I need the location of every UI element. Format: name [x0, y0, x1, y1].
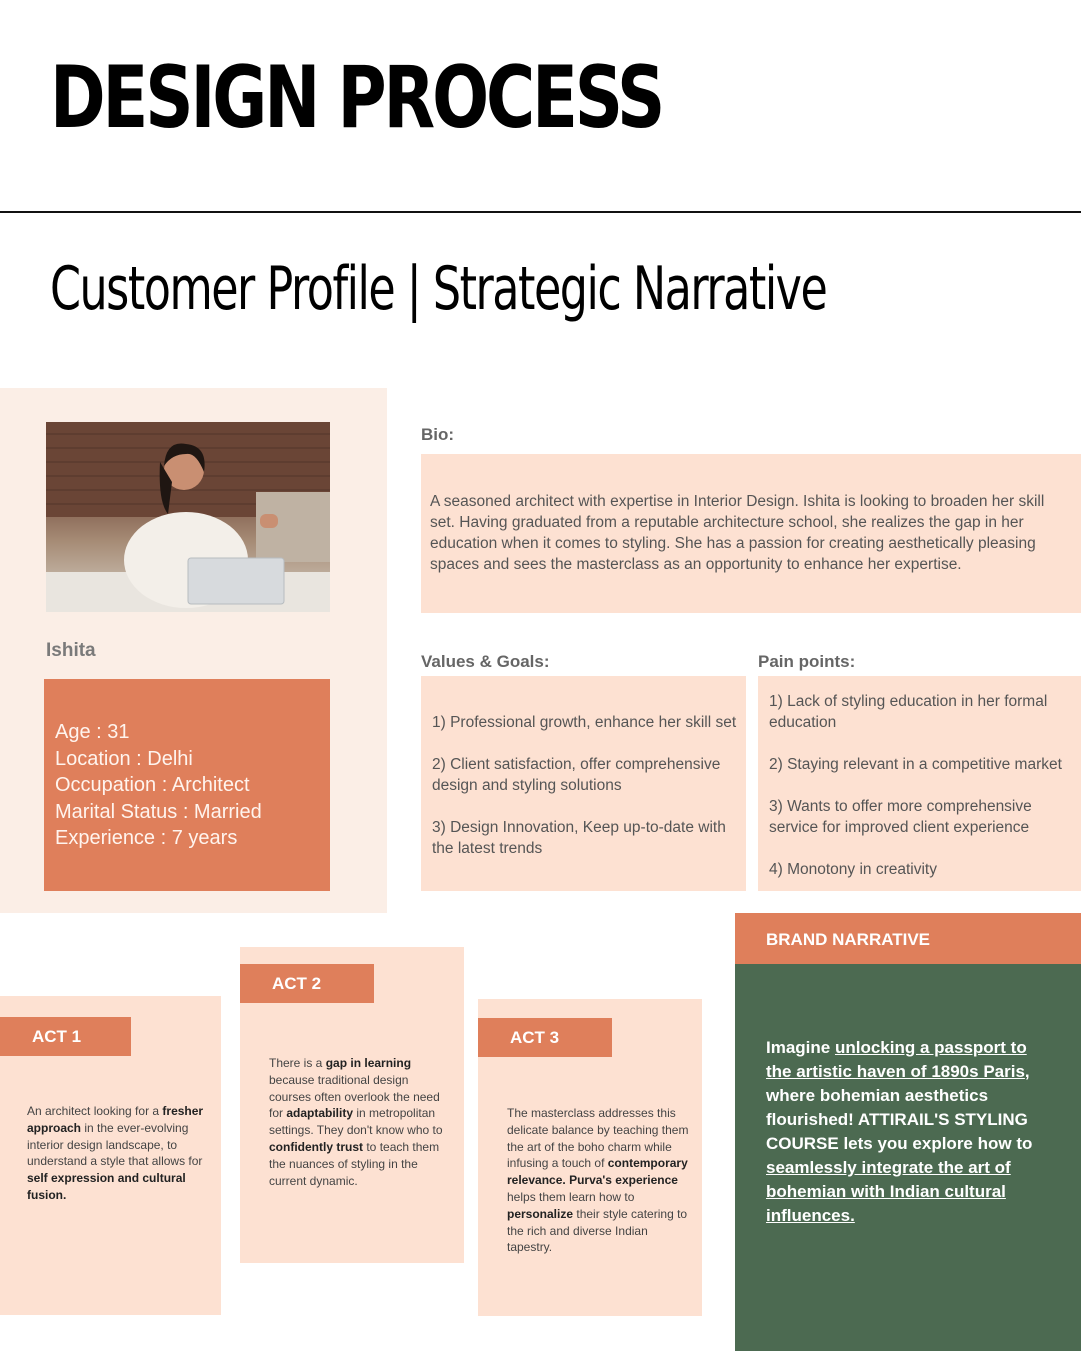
- act-1-label: ACT 1: [0, 1017, 131, 1056]
- bio-text: A seasoned architect with expertise in Interior Design. Ishita is looking to broaden her skill set. Having graduated from a reputable architecture school, she realizes the gap in her education when it comes to styling. She has a passion for creating aesthetically pleasing spaces and sees the masterclass as an opportunity to enhance her expertise.: [430, 493, 1045, 573]
- list-item: 1) Professional growth, enhance her skill set: [432, 714, 737, 731]
- list-item: 3) Wants to offer more comprehensive service for improved client experience: [769, 798, 1032, 836]
- body-text: Imagine: [766, 1038, 835, 1057]
- act-2-label: ACT 2: [240, 964, 374, 1003]
- brand-narrative-header: [735, 913, 1081, 964]
- body-text: in metropolitan settings. They don't know who to: [269, 1106, 443, 1138]
- emphasis-text: self expression and cultural fusion.: [27, 1171, 186, 1202]
- brand-narrative-title: BRAND NARRATIVE: [766, 930, 931, 949]
- persona-detail-marital-status: Marital Status : Married: [55, 800, 262, 823]
- body-text: An architect looking for a: [27, 1104, 163, 1118]
- values-goals-list: [432, 712, 738, 880]
- bio-label: Bio:: [421, 425, 455, 444]
- act-3-label: ACT 3: [478, 1018, 612, 1057]
- underlined-text: unlocking a passport to the artistic haven of 1890s Paris: [766, 1038, 1027, 1081]
- persona-details-box: [44, 679, 330, 891]
- persona-detail-experience: Experience : 7 years: [55, 827, 238, 849]
- act-1-text: [27, 1103, 211, 1204]
- list-item: 2) Staying relevant in a competitive market: [769, 756, 1062, 773]
- emphasis-text: Purva's experience: [569, 1173, 678, 1188]
- persona-name: Ishita: [46, 640, 96, 661]
- persona-detail-location: Location : Delhi: [55, 747, 193, 770]
- persona-details-list: [55, 719, 262, 852]
- body-text: The masterclass addresses this delicate balance by teaching them the art of the boho charm while infusing a touch of: [507, 1106, 689, 1171]
- body-text: in the ever-evolving interior design landscape, to understand a style that allows for: [27, 1120, 203, 1169]
- header-divider: [0, 211, 1081, 213]
- emphasis-text: gap in learning: [325, 1056, 412, 1070]
- persona-detail-occupation: Occupation : Architect: [55, 774, 250, 796]
- values-goals-label: Values & Goals:: [421, 652, 550, 671]
- brand-narrative-text: [766, 1036, 1036, 1228]
- body-text: to teach them the nuances of styling in the current dynamic.: [269, 1139, 440, 1188]
- act-3-card: [478, 999, 702, 1316]
- list-item: 4) Monotony in creativity: [769, 861, 937, 878]
- act-2-text: [269, 1055, 451, 1189]
- emphasis-text: adaptability: [286, 1106, 354, 1121]
- emphasis-text: personalize: [507, 1206, 574, 1221]
- emphasis-text: confidently trust: [269, 1139, 364, 1154]
- act-3-text: [507, 1105, 689, 1256]
- brand-narrative-body: [735, 964, 1081, 1351]
- page-title: DESIGN PROCESS: [50, 48, 663, 148]
- act-2-card: [240, 947, 464, 1263]
- pain-points-box: [758, 676, 1081, 891]
- values-goals-box: [421, 676, 746, 891]
- pain-points-label: Pain points:: [758, 652, 856, 671]
- persona-photo: [46, 422, 330, 612]
- body-text: their style catering to the rich and diverse Indian tapestry.: [507, 1206, 688, 1255]
- emphasis-text: contemporary relevance.: [507, 1156, 688, 1188]
- pain-points-list: [769, 691, 1069, 901]
- page-subtitle: Customer Profile | Strategic Narrative: [50, 254, 827, 324]
- body-text: because traditional design courses often overlook the need for: [269, 1072, 440, 1121]
- underlined-text: seamlessly integrate the art of bohemian with Indian cultural influences.: [766, 1158, 1011, 1225]
- persona-detail-age: Age : 31: [55, 721, 130, 743]
- body-text: , where bohemian aesthetics flourished! ATTIRAIL'S STYLING COURSE lets you explore how to: [766, 1062, 1033, 1153]
- bio-box: [421, 454, 1081, 613]
- emphasis-text: fresher approach: [27, 1104, 204, 1135]
- body-text: helps them learn how to: [507, 1189, 635, 1204]
- list-item: 1) Lack of styling education in her formal education: [769, 693, 1048, 731]
- act-1-card: [0, 996, 221, 1315]
- list-item: 2) Client satisfaction, offer comprehensive design and styling solutions: [432, 756, 721, 794]
- body-text: There is a: [269, 1056, 326, 1070]
- list-item: 3) Design Innovation, Keep up-to-date with the latest trends: [432, 819, 726, 857]
